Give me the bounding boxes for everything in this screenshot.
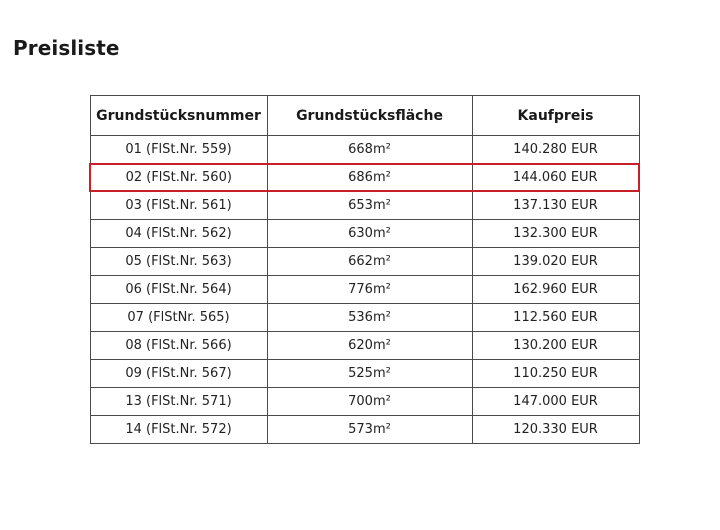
cell-purchase-price: 112.560 EUR (472, 304, 639, 332)
cell-purchase-price: 120.330 EUR (472, 416, 639, 444)
cell-plot-area: 776m² (267, 276, 472, 304)
header-plot-area: Grundstücksfläche (267, 96, 472, 136)
cell-plot-area: 620m² (267, 332, 472, 360)
cell-plot-number: 14 (FlSt.Nr. 572) (90, 416, 267, 444)
cell-purchase-price: 137.130 EUR (472, 191, 639, 220)
header-plot-number: Grundstücksnummer (90, 96, 267, 136)
cell-plot-area: 573m² (267, 416, 472, 444)
table-row (90, 220, 639, 248)
table-row (90, 388, 639, 416)
cell-plot-number: 08 (FlSt.Nr. 566) (90, 332, 267, 360)
table-header-row (90, 96, 639, 136)
table-row (90, 416, 639, 444)
table-row-highlighted (90, 164, 639, 191)
cell-plot-area: 536m² (267, 304, 472, 332)
cell-plot-number: 07 (FlStNr. 565) (90, 304, 267, 332)
cell-plot-number: 13 (FlSt.Nr. 571) (90, 388, 267, 416)
cell-plot-area: 700m² (267, 388, 472, 416)
cell-plot-area: 653m² (267, 191, 472, 220)
table-row (90, 332, 639, 360)
cell-purchase-price: 144.060 EUR (472, 164, 639, 191)
cell-purchase-price: 140.280 EUR (472, 136, 639, 165)
cell-purchase-price: 139.020 EUR (472, 248, 639, 276)
cell-plot-number: 04 (FlSt.Nr. 562) (90, 220, 267, 248)
cell-plot-number: 01 (FlSt.Nr. 559) (90, 136, 267, 165)
cell-plot-number: 06 (FlSt.Nr. 564) (90, 276, 267, 304)
cell-plot-area: 668m² (267, 136, 472, 165)
cell-plot-number: 02 (FlSt.Nr. 560) (90, 164, 267, 191)
cell-purchase-price: 110.250 EUR (472, 360, 639, 388)
table-row (90, 304, 639, 332)
cell-plot-number: 09 (FlSt.Nr. 567) (90, 360, 267, 388)
cell-purchase-price: 130.200 EUR (472, 332, 639, 360)
cell-plot-area: 525m² (267, 360, 472, 388)
cell-plot-number: 05 (FlSt.Nr. 563) (90, 248, 267, 276)
table-row (90, 248, 639, 276)
table-row (90, 276, 639, 304)
table-row (90, 191, 639, 220)
header-purchase-price: Kaufpreis (472, 96, 639, 136)
cell-plot-area: 662m² (267, 248, 472, 276)
table-row (90, 360, 639, 388)
cell-purchase-price: 132.300 EUR (472, 220, 639, 248)
cell-plot-area: 686m² (267, 164, 472, 191)
page-title: Preisliste (13, 36, 120, 60)
cell-plot-number: 03 (FlSt.Nr. 561) (90, 191, 267, 220)
table-row (90, 136, 639, 165)
cell-purchase-price: 147.000 EUR (472, 388, 639, 416)
price-table (89, 95, 640, 444)
cell-plot-area: 630m² (267, 220, 472, 248)
cell-purchase-price: 162.960 EUR (472, 276, 639, 304)
